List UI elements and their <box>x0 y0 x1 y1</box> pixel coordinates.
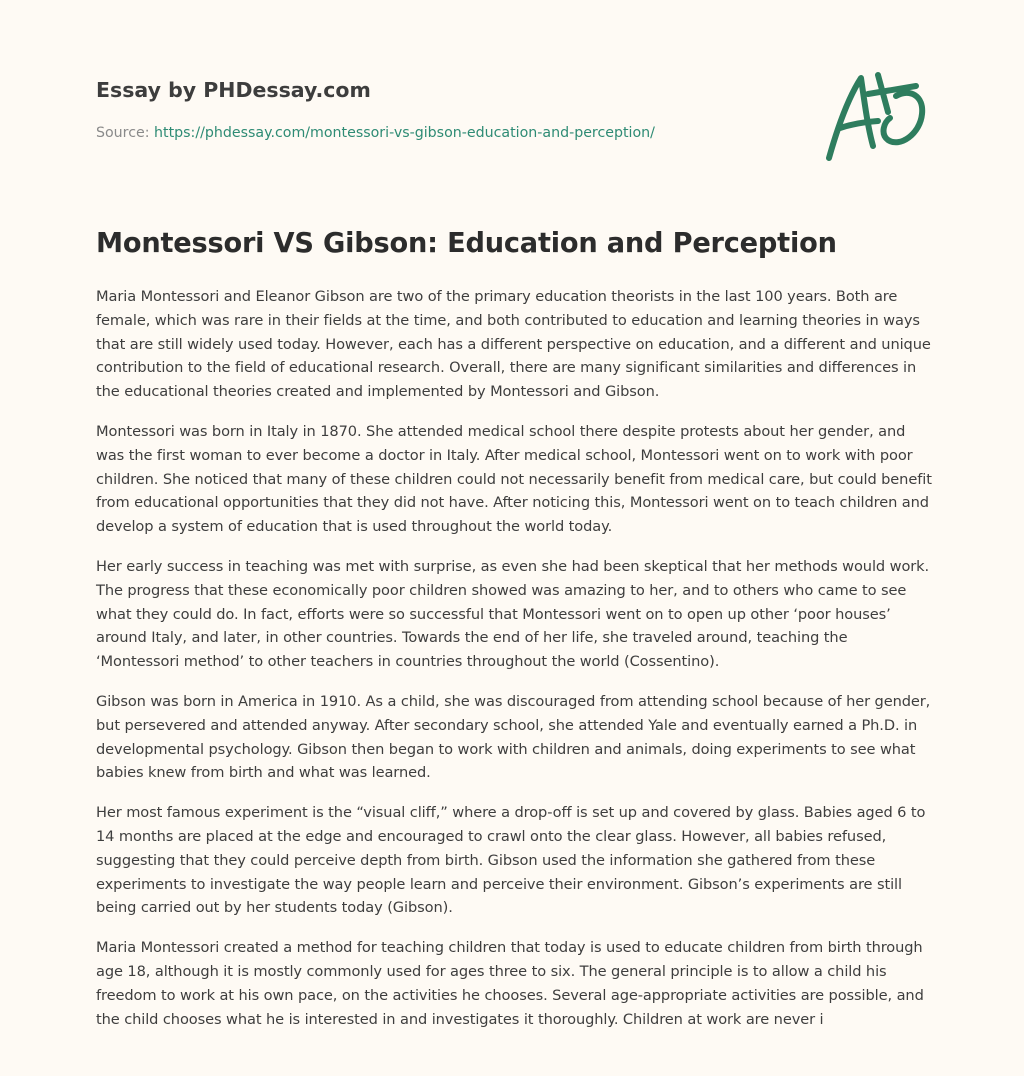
essay-paragraph: Her most famous experiment is the “visual cliff,” where a drop-off is set up and covered by glass. Babies aged 6 to 14 months are placed at the edge and encouraged to crawl onto the clear glass. However, all babies refused, suggesting that they could perceive depth from birth. Gibson used the information she gathered from these experiments to investigate the way people learn and perceive their environment. Gibson’s experiments are still being carried out by her students today (Gibson). <box>96 804 926 917</box>
essay-paragraph: Her early success in teaching was met with surprise, as even she had been skeptical that her methods would work. The progress that these economically poor children showed was amazing to her, and to others who came to see what they could do. In fact, efforts were so successful that Montessori went on to open up other ‘poor houses’ around Italy, and later, in other countries. Towards the end of her life, she traveled around, teaching the ‘Montessori method’ to other teachers in countries throughout the world (Cossentino). <box>96 557 930 671</box>
source-label: Source: <box>96 125 155 141</box>
essay-title: Montessori VS Gibson: Education and Perception <box>96 228 837 259</box>
site-brand: Essay by PHDessay.com <box>96 78 371 102</box>
essay-paragraph: Gibson was born in America in 1910. As a child, she was discouraged from attending school because of her gender, but persevered and attended anyway. After secondary school, she attended Yale and eventually earned a Ph.D. in developmental psychology. Gibson then began to work with children and animals, doing experiments to see what babies knew from birth and what was learned. <box>96 692 931 782</box>
source-link[interactable]: https://phdessay.com/montessori-vs-gibson-education-and-perception/ <box>154 125 655 141</box>
source-line <box>96 123 655 143</box>
essay-paragraph: Maria Montessori created a method for teaching children that today is used to educate children from birth through age 18, although it is mostly commonly used for ages three to six. The general principle is to allow a child his freedom to work at his own pace, on the activities he chooses. Several age-appropriate activities are possible, and the child chooses what he is interested in and investigates it thoroughly. Children at work are never i <box>96 939 924 1028</box>
essay-paragraph: Maria Montessori and Eleanor Gibson are two of the primary education theorists in the last 100 years. Both are female, which was rare in their fields at the time, and both contributed to education and learning theories in ways that are still widely used today. However, each has a different perspective on education, and a different and unique contribution to the field of educational research. Overall, there are many significant similarities and differences in the educational theories created and implemented by Montessori and Gibson. <box>96 288 931 401</box>
essay-paragraph: Montessori was born in Italy in 1870. She attended medical school there despite protests about her gender, and was the first woman to ever become a doctor in Italy. After medical school, Montessori went on to work with poor children. She noticed that many of these children could not necessarily benefit from medical care, but could benefit from educational opportunities that they did not have. After noticing this, Montessori went on to teach children and develop a system of education that is used throughout the world today. <box>96 422 932 536</box>
page-header <box>96 76 796 104</box>
a-plus-grade-icon <box>818 66 930 166</box>
essay-body <box>96 285 932 1047</box>
